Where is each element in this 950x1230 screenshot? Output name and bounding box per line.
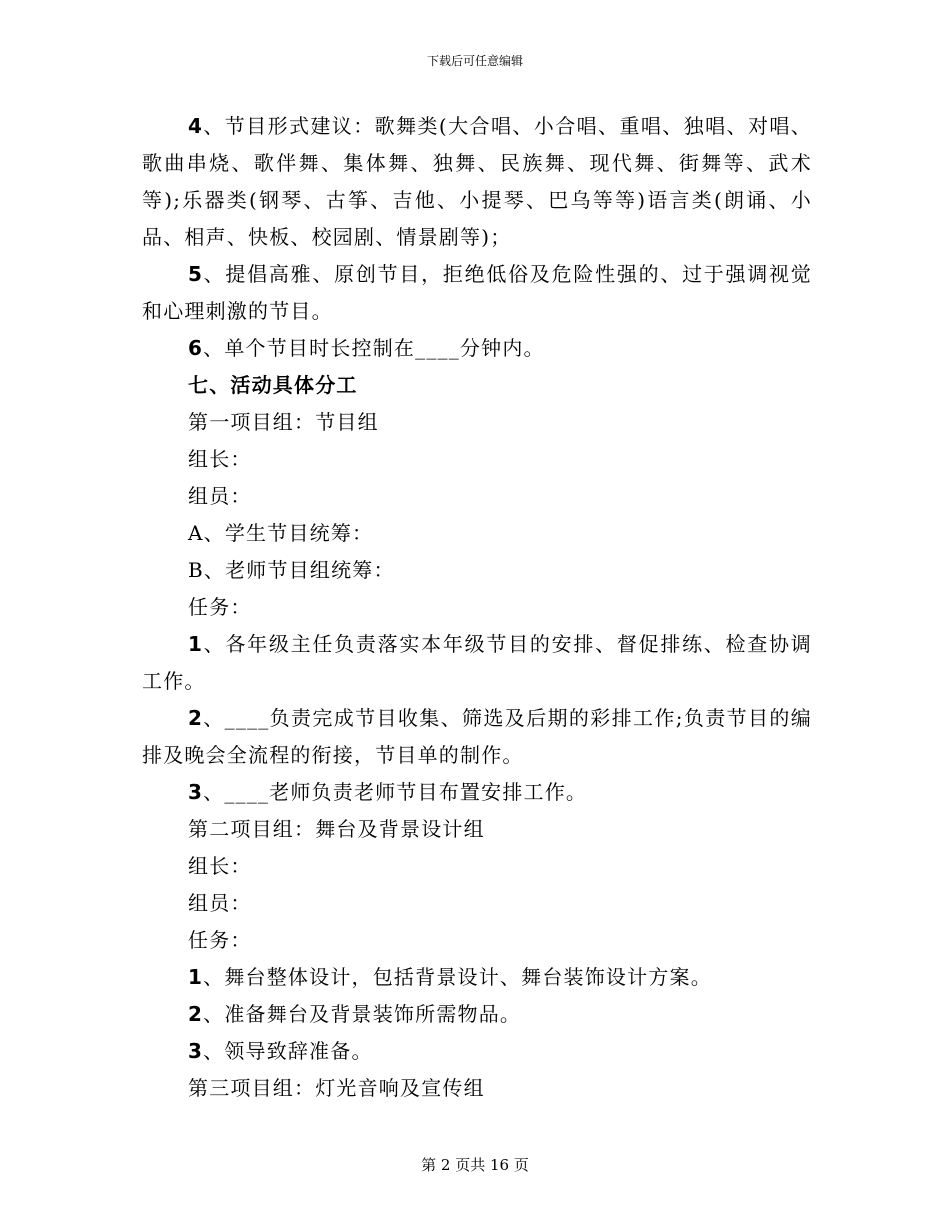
- paragraph-text: 、提倡高雅、原创节目，拒绝低俗及危险性强的、过于强调视觉和心理刺激的节目。: [142, 262, 812, 323]
- task-item-3: [142, 1033, 812, 1070]
- tasks-label: 任务：: [188, 928, 252, 952]
- item-number: 3: [188, 780, 204, 804]
- group-leader-label: 组长：: [188, 854, 252, 878]
- item-number: 3: [188, 1039, 204, 1063]
- item-number: 2: [188, 1002, 204, 1026]
- item-number: 1: [188, 632, 204, 656]
- group-members-label: 组员：: [188, 484, 252, 508]
- tasks-label: 任务：: [188, 595, 252, 619]
- task-item-2: [142, 700, 812, 774]
- group-title-1: 第一项目组：节目组: [188, 410, 379, 434]
- section-heading: 七、活动具体分工: [188, 373, 358, 397]
- group-members-label: 组员：: [188, 891, 252, 915]
- header-note: 下载后可任意编辑: [426, 54, 523, 68]
- paragraph-text: 、____负责完成节目收集、筛选及后期的彩排工作;负责节目的编排及晚会全流程的衔接，节目单的制作。: [142, 706, 812, 767]
- task-item-1: [142, 626, 812, 700]
- paragraph-text: 、各年级主任负责落实本年级节目的安排、督促排练、检查协调工作。: [142, 632, 812, 693]
- group-leader-label: 组长：: [188, 447, 252, 471]
- item-number: 5: [188, 262, 204, 286]
- paragraph-text: 、单个节目时长控制在____分钟内。: [203, 336, 545, 360]
- paragraph-item-5: [142, 256, 812, 330]
- group-title-2: 第二项目组：舞台及背景设计组: [188, 817, 485, 841]
- paragraph-text: 、领导致辞准备。: [203, 1039, 373, 1063]
- page-footer: 第 2 页共 16 页: [421, 1156, 529, 1174]
- item-number: 6: [188, 336, 204, 360]
- item-number: 4: [188, 114, 204, 138]
- paragraph-item-4: [142, 108, 812, 256]
- item-number: 2: [188, 706, 204, 730]
- paragraph-item-6: [142, 330, 812, 367]
- teacher-program-coordinator: B、老师节目组统筹：: [188, 558, 395, 582]
- task-item-3: [142, 774, 812, 811]
- item-number: 1: [188, 965, 204, 989]
- paragraph-text: 、____老师负责老师节目布置安排工作。: [203, 780, 588, 804]
- paragraph-text: 、节目形式建议：歌舞类(大合唱、小合唱、重唱、独唱、对唱、歌曲串烧、歌伴舞、集体舞、独舞、民族舞、现代舞、街舞等、武术等);乐器类(钢琴、古筝、吉他、小提琴、巴乌等等)语言类(朗诵、小品、相声、快板、校园剧、情景剧等)；: [142, 114, 812, 249]
- paragraph-text: 、准备舞台及背景装饰所需物品。: [203, 1002, 522, 1026]
- paragraph-text: 、舞台整体设计，包括背景设计、舞台装饰设计方案。: [203, 965, 712, 989]
- student-program-coordinator: A、学生节目统筹：: [188, 521, 374, 545]
- group-title-3: 第三项目组：灯光音响及宣传组: [188, 1076, 485, 1100]
- document-body: [142, 108, 812, 1107]
- task-item-2: [142, 996, 812, 1033]
- task-item-1: [142, 959, 812, 996]
